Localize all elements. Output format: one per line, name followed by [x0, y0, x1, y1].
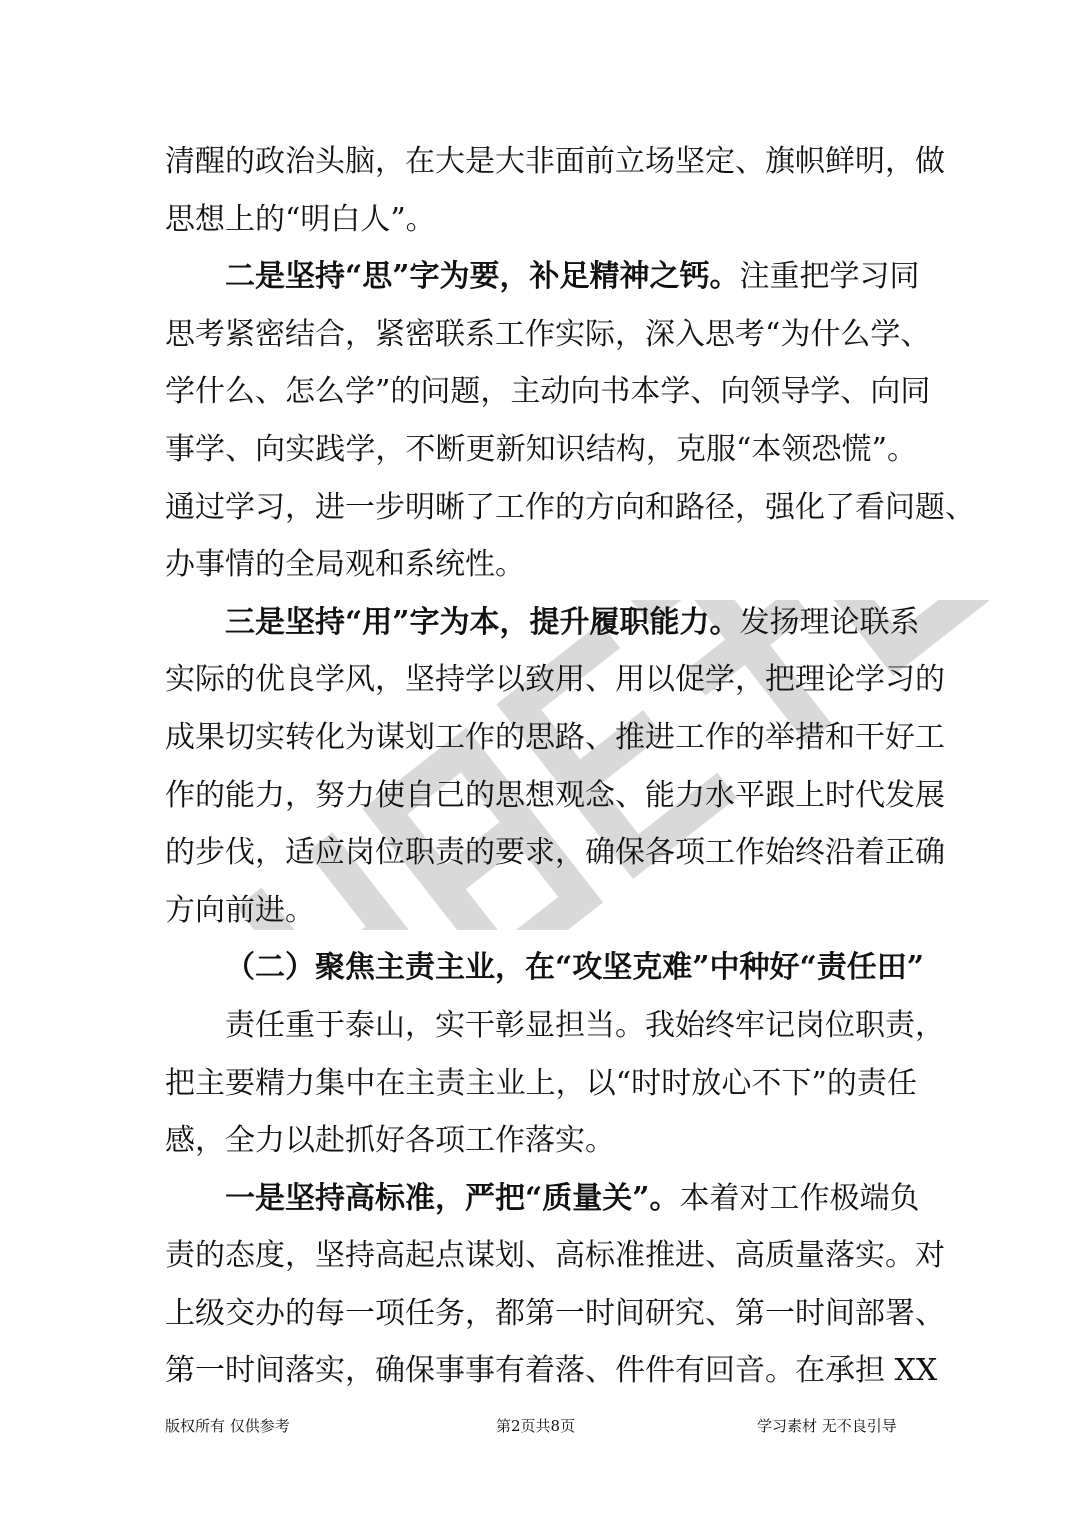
text-line: 学什么、怎么学”的问题，主动向书本学、向领导学、向同	[165, 374, 931, 410]
text-line: 感，全力以赴抓好各项工作落实。	[165, 1123, 615, 1159]
footer-note: 学习素材 无不良引导	[757, 1417, 897, 1435]
lead-rest: 本着对工作极端负	[679, 1180, 920, 1216]
text-line: 上级交办的每一项任务，都第一时间研究、第一时间部署、	[165, 1295, 945, 1331]
text-line: 事学、向实践学，不断更新知识结构，克服“本领恐慌”。	[165, 431, 917, 467]
text-line: 方向前进。	[165, 892, 315, 928]
footer-page-number: 第2页共8页	[496, 1417, 576, 1435]
text-line: 通过学习，进一步明晰了工作的方向和路径，强化了看问题、	[165, 489, 975, 525]
body-text	[165, 133, 975, 1400]
text-line: 思考紧密结合，紧密联系工作实际，深入思考“为什么学、	[165, 316, 931, 352]
text-line: 办事情的全局观和系统性。	[165, 547, 525, 583]
text-line: 责任重于泰山，实干彰显担当。我始终牢记岗位职责，	[225, 1007, 945, 1043]
text-line: 把主要精力集中在主责主业上，以“时时放心不下”的责任	[165, 1065, 917, 1101]
lead-rest: 注重把学习同	[739, 259, 920, 295]
section-heading: （二）聚焦主责主业，在“攻坚克难”中种好“责任田”	[225, 950, 925, 986]
text-line: 实际的优良学风，坚持学以致用、用以促学，把理论学习的	[165, 662, 945, 698]
text-line: 清醒的政治头脑，在大是大非面前立场坚定、旗帜鲜明，做	[165, 144, 945, 179]
text-line	[165, 1170, 920, 1228]
text-line	[165, 594, 920, 652]
lead-phrase: 一是坚持高标准，严把“质量关”。	[225, 1180, 680, 1216]
text-line: 责的态度，坚持高起点谋划、高标准推进、高质量落实。对	[165, 1238, 945, 1274]
text-line: 的步伐，适应岗位职责的要求，确保各项工作始终沿着正确	[165, 835, 945, 871]
lead-phrase: 二是坚持“思”字为要，补足精神之钙。	[225, 259, 740, 295]
text-line: 作的能力，努力使自己的思想观念、能力水平跟上时代发展	[165, 777, 945, 813]
text-line	[165, 248, 920, 306]
footer-copyright: 版权所有 仅供参考	[165, 1417, 290, 1435]
lead-phrase: 三是坚持“用”字为本，提升履职能力。	[225, 604, 740, 640]
text-line: 思想上的“明白人”。	[165, 201, 436, 237]
text-line: 成果切实转化为谋划工作的思路、推进工作的举措和干好工	[165, 719, 945, 755]
text-line: 第一时间落实，确保事事有着落、件件有回音。在承担 XX	[165, 1353, 938, 1389]
lead-rest: 发扬理论联系	[739, 604, 920, 640]
